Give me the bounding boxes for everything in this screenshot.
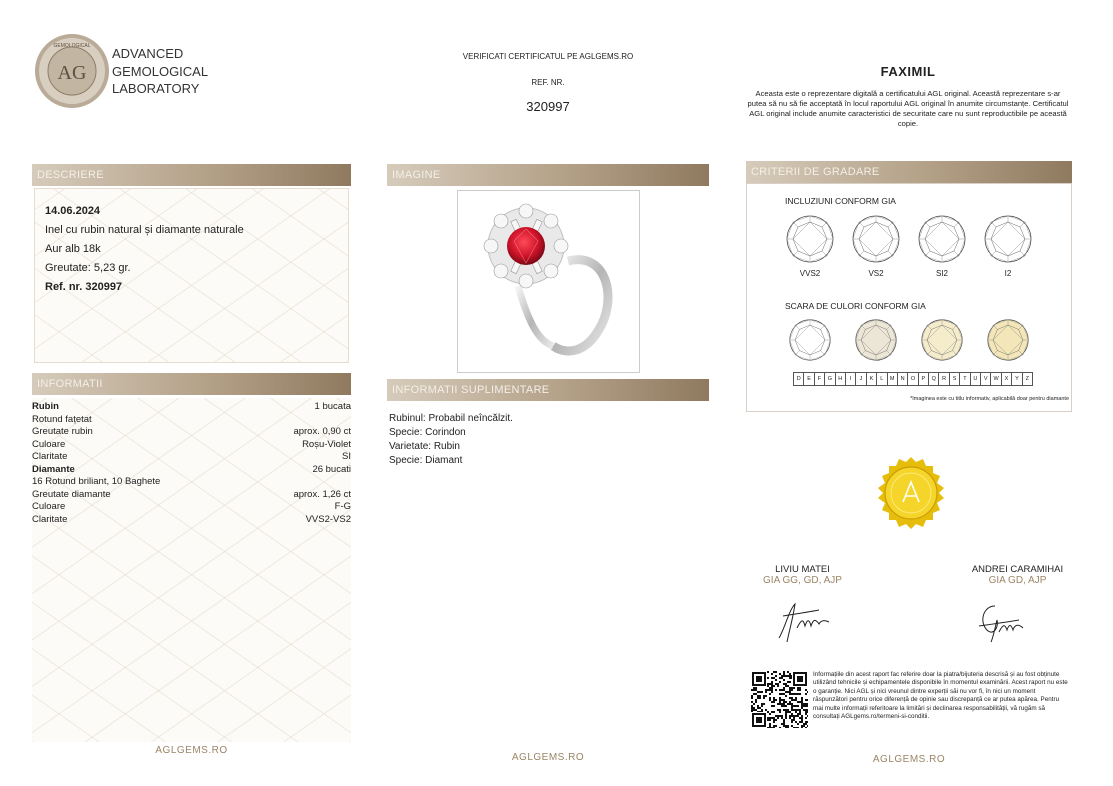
suplimentare-line: Varietate: Rubin [389, 441, 460, 452]
inclusion-label: VS2 [868, 269, 884, 278]
faximil-title: FAXIMIL [880, 64, 936, 79]
inclusion-diagram [851, 214, 901, 278]
diamond-icon [851, 214, 901, 264]
lab-name-line1: ADVANCED [112, 46, 184, 61]
gold-seal [874, 456, 948, 530]
inclusion-label: SI2 [935, 269, 948, 278]
faximil-text: Aceasta este o reprezentare digitală a certificatului AGL original. Această reprezentare s-ar putea să nu să fie acceptată în locul raportului AGL original în anumite circumstanțe. Certificatul AGL original include anumite caracteristici de securitate care nu sunt reproductibile pe această copie. [747, 89, 1069, 128]
info-row [32, 401, 351, 414]
ref-number: 320997 [526, 99, 570, 114]
suplimentare-line: Specie: Corindon [389, 427, 466, 438]
lab-name-line2: GEMOLOGICAL [112, 63, 209, 79]
ref-label: REF. NR. [531, 78, 565, 87]
info-row [32, 414, 351, 427]
info-row [32, 439, 351, 452]
section-descriere: DESCRIERE [32, 164, 351, 186]
color-scale-cell: H [835, 373, 845, 385]
color-scale-cell: Z [1022, 373, 1032, 385]
svg-text:GEMOLOGICAL: GEMOLOGICAL [53, 43, 91, 49]
descriere-panel [34, 188, 349, 363]
info-label: 16 Rotund briliant, 10 Baghete [32, 476, 161, 487]
info-row [32, 501, 351, 514]
section-criterii: CRITERII DE GRADARE [746, 161, 1072, 183]
inclusion-label: VVS2 [799, 269, 821, 278]
info-label: Claritate [32, 451, 68, 462]
info-row [32, 489, 351, 502]
section-suplimentare: INFORMATII SUPLIMENTARE [387, 379, 709, 401]
signer2-name: ANDREI CARAMIHAI [971, 564, 1064, 575]
qr-code [751, 671, 808, 728]
footer-middle: AGLGEMS.RO [511, 752, 585, 763]
descriere-item: Inel cu rubin natural și diamante naturale [45, 224, 244, 236]
info-row [32, 514, 351, 527]
descriere-ref: Ref. nr. 320997 [45, 281, 123, 293]
descriere-date: 14.06.2024 [45, 205, 101, 217]
color-scale-cell: S [949, 373, 959, 385]
color-diamond-icon [788, 318, 832, 362]
informatii-panel [32, 398, 351, 742]
inclusions-title: INCLUZIUNI CONFORM GIA [785, 196, 896, 206]
signature-2 [973, 598, 1033, 651]
info-label: Diamante [32, 463, 75, 475]
info-label: Rotund fațetat [32, 413, 92, 425]
color-scale-cell: T [959, 373, 969, 385]
color-scale-cell: L [876, 373, 886, 385]
color-diamond-icon [986, 318, 1030, 362]
color-scale-cell: J [855, 373, 865, 385]
color-title: SCARA DE CULORI CONFORM GIA [785, 301, 926, 311]
signer1-creds: GIA GG, GD, AJP [763, 575, 842, 586]
criterii-footnote: *Imaginea este cu titlu informativ, aplicabilă doar pentru diamante [910, 396, 1069, 402]
info-value: 1 bucata [314, 401, 351, 412]
criterii-panel [746, 183, 1072, 412]
descriere-weight: Greutate: 5,23 gr. [45, 262, 131, 274]
section-imagine: IMAGINE [387, 164, 709, 186]
color-scale-cell: Q [928, 373, 938, 385]
suplimentare-line: Rubinul: Probabil neîncălzit. [389, 413, 513, 424]
info-label: Culoare [32, 438, 66, 450]
color-scale-cell: F [814, 373, 824, 385]
inclusion-diagram [917, 214, 967, 278]
info-label: Culoare [32, 501, 66, 512]
info-row [32, 451, 351, 464]
signer2-creds: GIA GD, AJP [988, 575, 1047, 586]
color-scale-cell: U [970, 373, 980, 385]
color-scale-cell: Y [1011, 373, 1021, 385]
footer-left: AGLGEMS.RO [155, 745, 228, 756]
section-informatii: INFORMATII [32, 373, 351, 395]
info-value: aprox. 1,26 ct [293, 488, 351, 500]
agl-seal [34, 33, 110, 109]
info-value: Roșu-Violet [302, 438, 351, 450]
diamond-icon [917, 214, 967, 264]
suplimentare-list [389, 412, 513, 468]
color-scale-cell: O [907, 373, 917, 385]
info-value: SI [342, 451, 351, 462]
lab-name [112, 45, 208, 98]
inclusion-label: I2 [1004, 269, 1012, 278]
info-row [32, 464, 351, 477]
color-scale-cell: I [845, 373, 855, 385]
info-row [32, 476, 351, 489]
info-label: Claritate [32, 513, 68, 525]
descriere-metal: Aur alb 18k [45, 243, 101, 255]
info-value: F-G [334, 501, 351, 512]
color-scale-cell: K [866, 373, 876, 385]
verify-title: VERIFICATI CERTIFICATUL PE AGLGEMS.RO [462, 52, 634, 61]
color-scale-cell: X [1001, 373, 1011, 385]
color-scale-cell: D [796, 376, 801, 382]
info-value: aprox. 0,90 ct [293, 426, 351, 437]
color-scale-cell: V [980, 373, 990, 385]
inclusion-diagram [785, 214, 835, 278]
color-scale [793, 372, 1033, 386]
info-row [32, 426, 351, 439]
info-label: Greutate rubin [32, 426, 93, 437]
color-scale-cell: G [824, 373, 834, 385]
color-diamond-icon [854, 318, 898, 362]
signature-1 [775, 598, 835, 651]
diamond-icon [785, 214, 835, 264]
suplimentare-line: Specie: Diamant [389, 455, 463, 466]
color-scale-cell: N [897, 373, 907, 385]
color-scale-cell: R [938, 373, 948, 385]
color-diamond-icon [920, 318, 964, 362]
footer-right: AGLGEMS.RO [872, 754, 946, 765]
color-scale-cell: P [918, 373, 928, 385]
info-label: Greutate diamante [32, 488, 111, 500]
info-label: Rubin [32, 401, 59, 412]
signer1-name: LIVIU MATEI [775, 564, 830, 575]
diamond-icon [983, 214, 1033, 264]
color-scale-cell: E [803, 373, 813, 385]
ring-image [457, 190, 640, 373]
inclusion-diagram [983, 214, 1033, 278]
color-scale-cell: W [990, 373, 1000, 385]
svg-text:AG: AG [57, 62, 87, 84]
info-value: VVS2-VS2 [305, 513, 351, 525]
info-value: 26 bucati [312, 463, 351, 475]
disclaimer: Informațiile din acest raport fac referire doar la piatra/bijuteria descrisă și au fost obținute utilizând tehnicile și echipamentele disponibile în momentul examinării. Acest raport nu este o garanție. Nici AGL și nici vreunul dintre experții săi nu vor fi, în nici un moment răspunzători pentru orice diferență de opinie sau discrepanță ce ar putea apărea. Pentru mai multe informații referitoare la limitări și declinarea responsabilității, vă rugăm să consultați AGLgems.ro/termeni-si-conditii. [813, 671, 1068, 721]
color-scale-cell: M [887, 373, 897, 385]
lab-name-line3: LABORATORY [112, 81, 200, 96]
